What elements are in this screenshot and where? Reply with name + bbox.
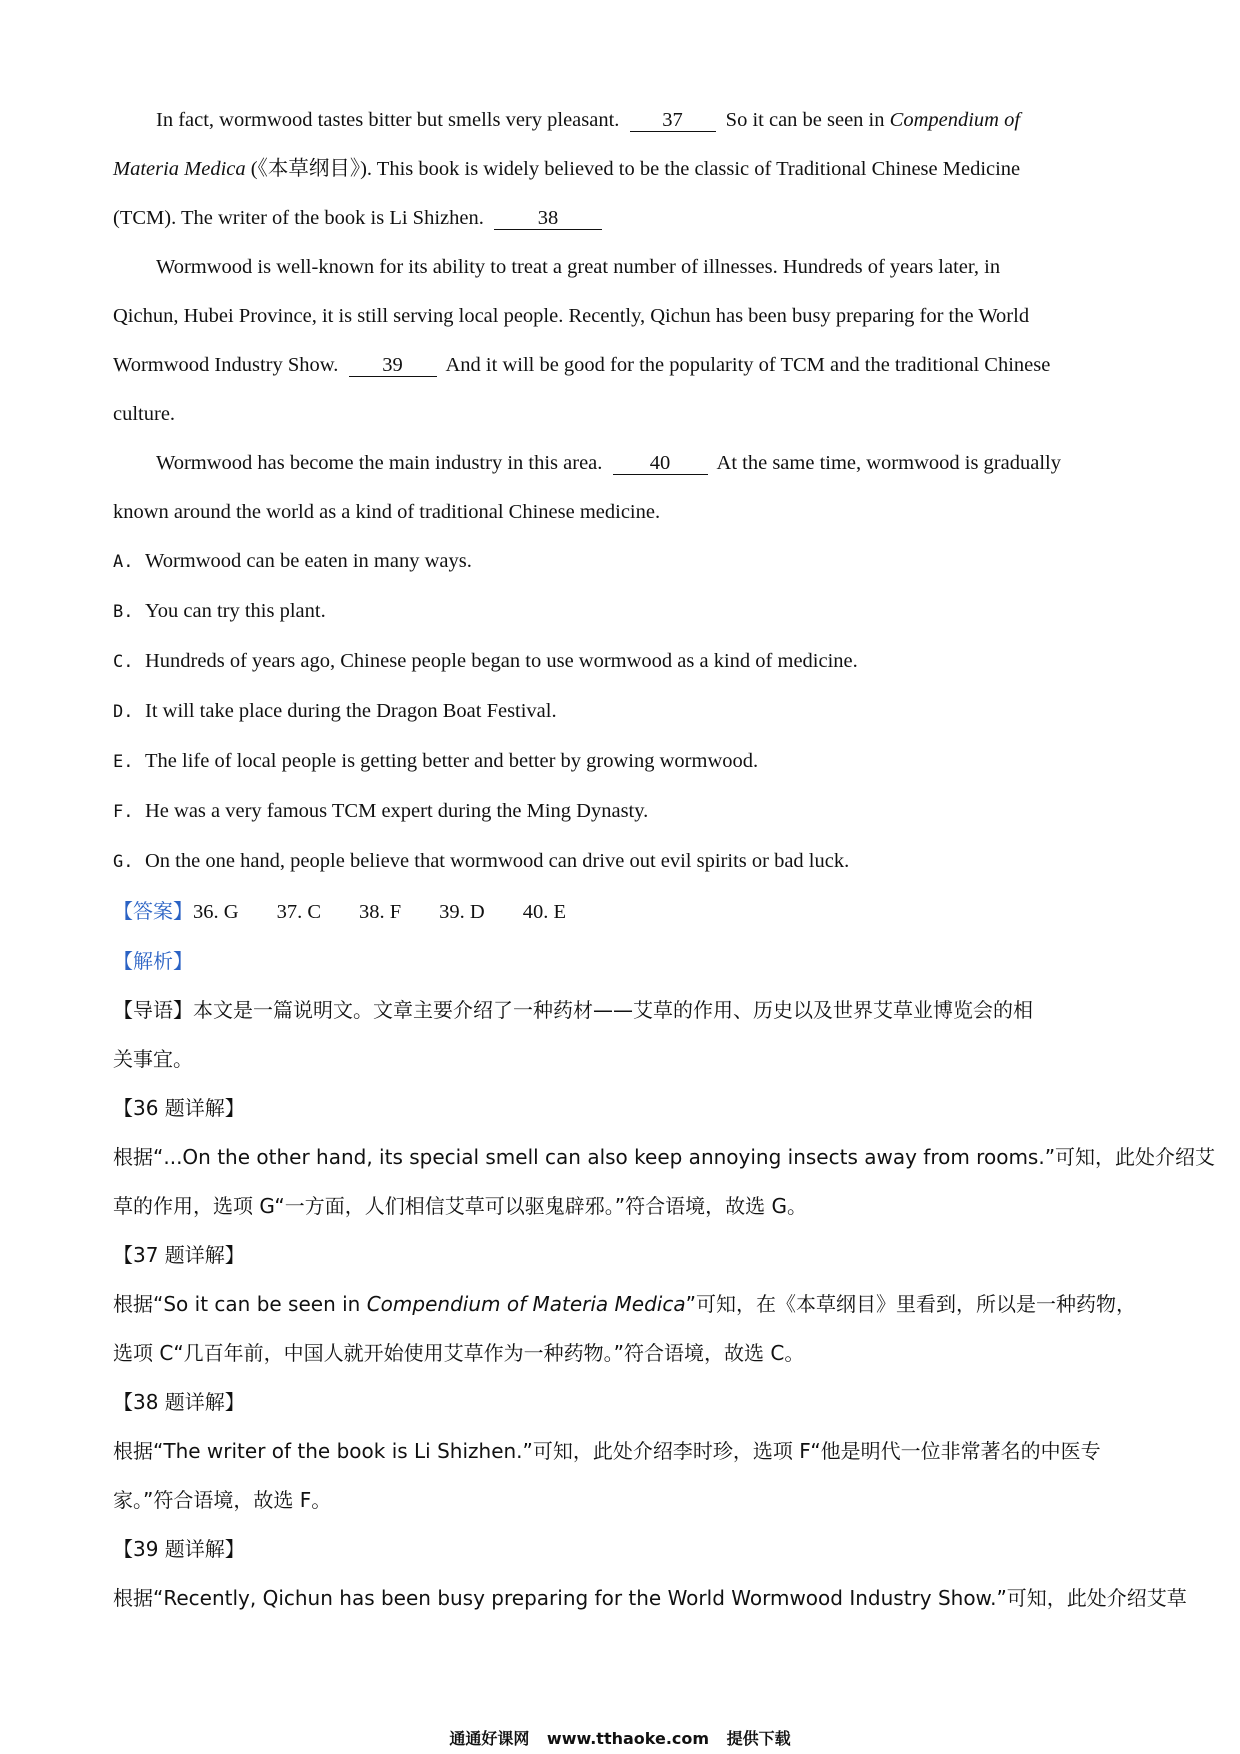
footer-url[interactable]: www.tthaoke.com <box>546 1729 710 1748</box>
passage-line: known around the world as a kind of traditional Chinese medicine. <box>113 501 661 523</box>
passage-text: Wormwood has become the main industry in this area. <box>156 452 603 474</box>
passage-line <box>113 194 1123 243</box>
option-item <box>113 787 1123 837</box>
passage-text: So it can be seen in <box>725 109 885 131</box>
option-text: Wormwood can be eaten in many ways. <box>145 550 472 572</box>
option-text: The life of local people is getting better and better by growing wormwood. <box>145 750 759 772</box>
option-text: You can try this plant. <box>145 600 326 622</box>
q36-explanation: 根据“...On the other hand, its special smell can also keep annoying insects away from rooms.”可知，此处介绍艾 <box>113 1145 1216 1169</box>
book-title-italic: Compendium of Materia Medica <box>366 1292 686 1316</box>
passage-line: Qichun, Hubei Province, it is still serving local people. Recently, Qichun has been busy preparing for the World <box>113 305 1030 327</box>
blank-39: 39 <box>349 354 437 377</box>
passage-line: Wormwood is well-known for its ability to treat a great number of illnesses. Hundreds of years later, in <box>156 256 1001 278</box>
q36-explanation: 草的作用，选项 G“一方面，人们相信艾草可以驱鬼辟邪。”符合语境，故选 G。 <box>113 1194 807 1218</box>
passage-text: Wormwood Industry Show. <box>113 354 339 376</box>
option-item <box>113 737 1123 787</box>
passage-text: (《本草纲目》). This book is widely believed to be the classic of Traditional Chinese Medicine <box>250 158 1021 180</box>
option-letter: E. <box>113 752 134 772</box>
option-letter: C. <box>113 652 134 672</box>
blank-40: 40 <box>613 452 708 475</box>
option-letter: A. <box>113 552 134 572</box>
q39-explanation: 根据“Recently, Qichun has been busy preparing for the World Wormwood Industry Show.”可知，此处介绍艾草 <box>113 1586 1187 1610</box>
option-item <box>113 837 1123 887</box>
passage-line: culture. <box>113 403 176 425</box>
answer-tag: 【答案】 <box>113 899 193 923</box>
footer-site: 通通好课网 <box>449 1729 530 1748</box>
passage-line <box>113 96 1123 145</box>
passage-text: (TCM). The writer of the book is Li Shizhen. <box>113 207 484 229</box>
q38-heading: 【38 题详解】 <box>113 1390 245 1414</box>
option-text: Hundreds of years ago, Chinese people began to use wormwood as a kind of medicine. <box>145 650 858 672</box>
q37-explanation <box>113 1280 1136 1329</box>
options-list <box>113 537 1123 887</box>
blank-37: 37 <box>630 109 716 132</box>
passage-text: In fact, wormwood tastes bitter but smells very pleasant. <box>156 109 620 131</box>
option-letter: G. <box>113 852 134 872</box>
footer-note: 提供下载 <box>726 1729 791 1748</box>
option-item <box>113 537 1123 587</box>
blank-38: 38 <box>494 207 602 230</box>
option-text: On the one hand, people believe that wormwood can drive out evil spirits or bad luck. <box>145 850 850 872</box>
q36-heading: 【36 题详解】 <box>113 1096 245 1120</box>
answer-item: 36. G <box>193 901 239 923</box>
q37-explanation: 选项 C“几百年前，中国人就开始使用艾草作为一种药物。”符合语境，故选 C。 <box>113 1341 805 1365</box>
option-text: It will take place during the Dragon Boat Festival. <box>145 700 557 722</box>
analysis-intro: 【导语】本文是一篇说明文。文章主要介绍了一种药材——艾草的作用、历史以及世界艾草业博览会的相 <box>113 998 1033 1022</box>
document-body <box>113 96 1216 1623</box>
answer-item: 39. D <box>439 901 485 923</box>
q37-heading: 【37 题详解】 <box>113 1243 245 1267</box>
q38-explanation: 根据“The writer of the book is Li Shizhen.”可知，此处介绍李时珍，选项 F“他是明代一位非常著名的中医专 <box>113 1439 1101 1463</box>
analysis-tag: 【解析】 <box>113 949 193 973</box>
explanation-text: ”可知，在《本草纲目》里看到，所以是一种药物， <box>685 1292 1136 1316</box>
passage-line <box>113 439 1123 488</box>
passage-text: And it will be good for the popularity of TCM and the traditional Chinese <box>445 354 1051 376</box>
option-item <box>113 637 1123 687</box>
book-title-italic: Materia Medica <box>113 158 246 180</box>
option-item <box>113 587 1123 637</box>
passage-line <box>113 341 1123 390</box>
option-item <box>113 687 1123 737</box>
answer-item: 37. C <box>276 901 321 923</box>
passage-text: At the same time, wormwood is gradually <box>716 452 1061 474</box>
option-letter: F. <box>113 802 134 822</box>
passage-line <box>113 145 1123 194</box>
option-letter: B. <box>113 602 134 622</box>
explanation-text: 根据“So it can be seen in <box>113 1292 367 1316</box>
option-text: He was a very famous TCM expert during the Ming Dynasty. <box>145 800 649 822</box>
option-letter: D. <box>113 702 134 722</box>
answer-item: 40. E <box>522 901 566 923</box>
q39-heading: 【39 题详解】 <box>113 1537 245 1561</box>
answer-line <box>113 887 1123 937</box>
analysis-intro: 关事宜。 <box>113 1047 193 1071</box>
page-footer <box>0 1726 1240 1749</box>
q38-explanation: 家。”符合语境，故选 F。 <box>113 1488 332 1512</box>
answer-item: 38. F <box>359 901 402 923</box>
book-title-italic: Compendium of <box>889 109 1021 131</box>
